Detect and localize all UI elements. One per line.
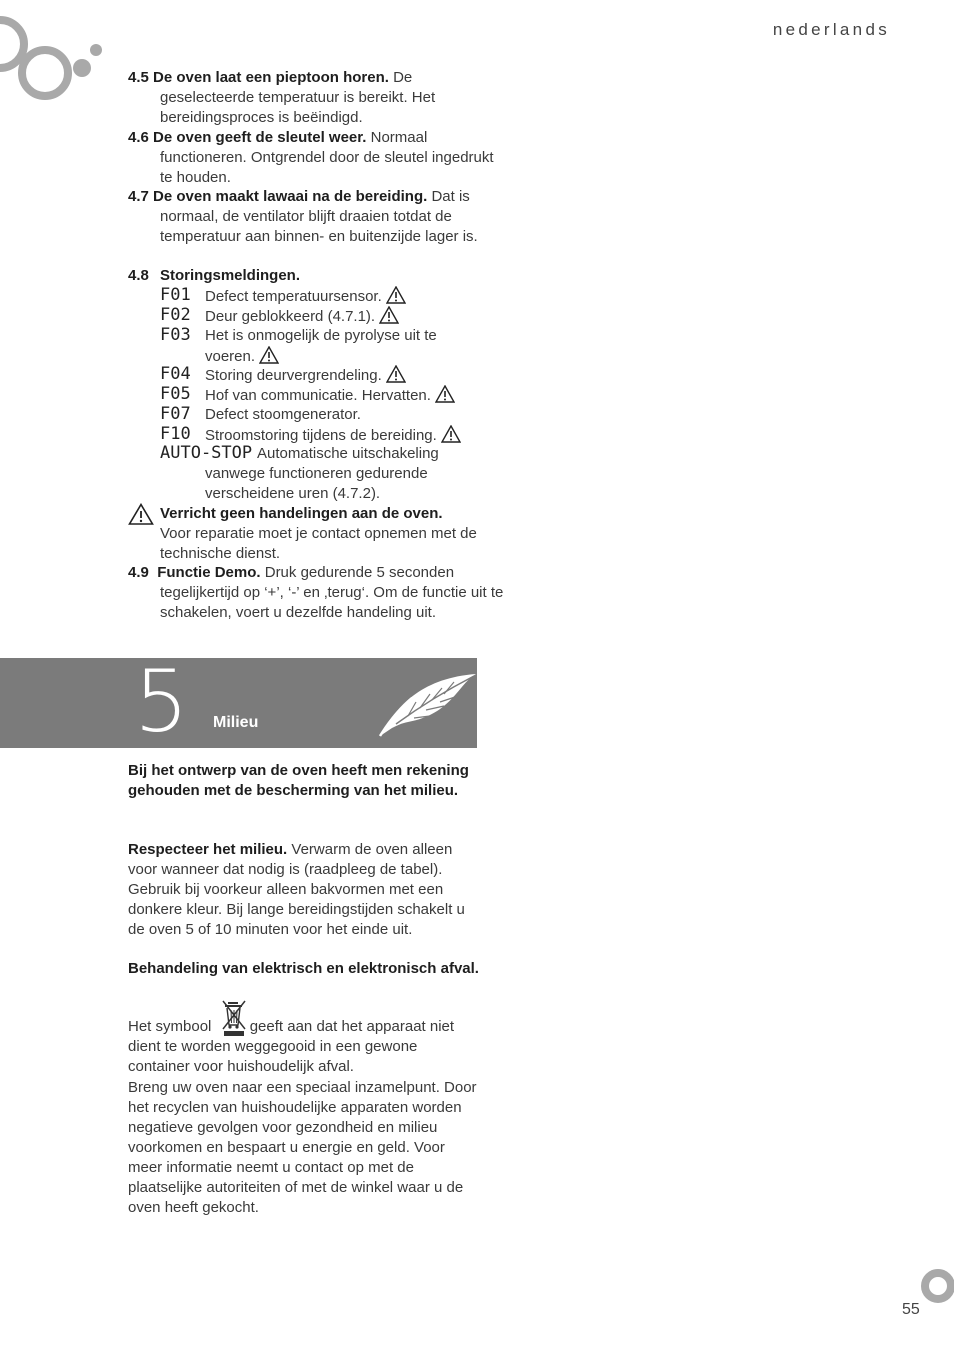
warning-triangle-icon: [259, 346, 279, 364]
waste-heading: Behandeling van elektrisch en elektronisch afval.: [128, 960, 479, 977]
item-number: 4.5: [128, 69, 149, 86]
leaf-icon: [378, 664, 478, 738]
item-number: 4.8: [128, 267, 149, 284]
item-number: 4.6: [128, 129, 149, 146]
symbol-text-after: geeft aan dat het apparaat: [249, 1018, 426, 1035]
warning-triangle-icon: [386, 286, 406, 304]
item-number: 4.7: [128, 188, 149, 205]
list-item-4-7: [128, 187, 510, 247]
brand-circle-decoration: [920, 1264, 954, 1308]
warning-triangle-icon: [435, 385, 455, 403]
list-item-4-8: [128, 266, 478, 286]
warning-text: Voor reparatie moet je contact opnemen met de technische dienst.: [160, 525, 477, 562]
warning-triangle-icon: [379, 306, 399, 324]
error-text: Automatische uitschakeling vanwege functioneren gedurende verscheidene uren (4.7.2).: [205, 445, 439, 502]
item-heading: De oven laat een pieptoon horen.: [153, 69, 389, 86]
item-heading: Storingsmeldingen.: [160, 267, 301, 284]
weee-crossed-bin-icon: [221, 999, 247, 1037]
error-code: F02: [160, 305, 191, 325]
brand-circles-decoration: [0, 0, 110, 105]
item-text: Druk gedurende 5 seconden tegelijkertijd op ‘+’, ‘-’ en ‚terug‘. Om de functie uit te schakelen, voert u dezelfde handeling uit.: [160, 564, 504, 621]
error-code: AUTO-STOP: [160, 443, 253, 463]
warning-triangle-icon: [386, 365, 406, 383]
error-text: Het is onmogelijk de pyrolyse uit te voeren.: [205, 327, 437, 365]
language-label: nederlands: [772, 20, 890, 39]
recycle-paragraph: Breng uw oven naar een speciaal inzamelpunt. Door het recyclen van huishoudelijke apparaten worden negatieve gevolgen voor gezondheid en milieu voorkomen en bespaart u energie en geld. Voor meer informatie neemt u contact op met de plaatselijke autoriteiten of met de winkel waar u de oven heeft gekocht.: [128, 1079, 477, 1216]
item-number: 4.9: [128, 564, 149, 581]
warning-triangle-icon: [128, 503, 154, 525]
error-code: F05: [160, 384, 191, 404]
error-text: Defect stoomgenerator.: [205, 406, 361, 423]
respect-paragraph: [128, 840, 480, 940]
item-text: Normaal functioneren. Ontgrendel door de sleutel ingedrukt te houden.: [160, 129, 494, 186]
symbol-text-before: Het symbool: [128, 1018, 212, 1035]
error-text: Hof van communicatie. Hervatten.: [205, 387, 431, 404]
error-code: F10: [160, 424, 191, 444]
warning-heading: Verricht geen handelingen aan de oven.: [160, 505, 443, 522]
section-title: Milieu: [213, 714, 259, 731]
list-item-4-5: [128, 68, 510, 128]
item-text: Dat is normaal, de ventilator blijft draaien totdat de temperatuur aan binnen- en buitenzijde lager is.: [160, 188, 478, 245]
page-number: 55: [902, 1301, 920, 1318]
list-item-4-9: [128, 563, 510, 623]
respect-text: Verwarm de oven alleen voor wanneer dat nodig is (raadpleeg de tabel). Gebruik bij voorkeur alleen bakvormen met een donkere kleur. Bij lange bereidingstijden schakelt u de oven 5 of 10 minuten voor het einde uit.: [128, 841, 465, 938]
error-text: Deur geblokkeerd (4.7.1).: [205, 308, 376, 325]
item-heading: De oven geeft de sleutel weer.: [153, 129, 367, 146]
error-text: Storing deurvergrendeling.: [205, 367, 382, 384]
section-number: 5: [134, 652, 189, 752]
error-text: Stroomstoring tijdens de bereiding.: [205, 427, 437, 444]
milieu-intro: Bij het ontwerp van de oven heeft men rekening gehouden met de bescherming van het milieu.: [128, 762, 469, 799]
item-text: De geselecteerde temperatuur is bereikt. Het bereidingsproces is beëindigd.: [160, 69, 436, 126]
error-code: F01: [160, 285, 191, 305]
item-heading: De oven maakt lawaai na de bereiding.: [153, 188, 428, 205]
item-heading: Functie Demo.: [157, 564, 261, 581]
error-code: F03: [160, 325, 191, 345]
symbol-text-rest: niet dient te worden weggegooid in een gewone container voor huishoudelijk afval.: [128, 1018, 455, 1075]
error-text: Defect temperatuursensor.: [205, 288, 382, 305]
warning-triangle-icon: [441, 425, 461, 443]
symbol-paragraph: [128, 1017, 480, 1077]
respect-heading: Respecteer het milieu.: [128, 841, 288, 858]
error-code: F07: [160, 404, 191, 424]
error-code: F04: [160, 364, 191, 384]
warning-note: [160, 504, 478, 564]
list-item-4-6: [128, 128, 510, 188]
